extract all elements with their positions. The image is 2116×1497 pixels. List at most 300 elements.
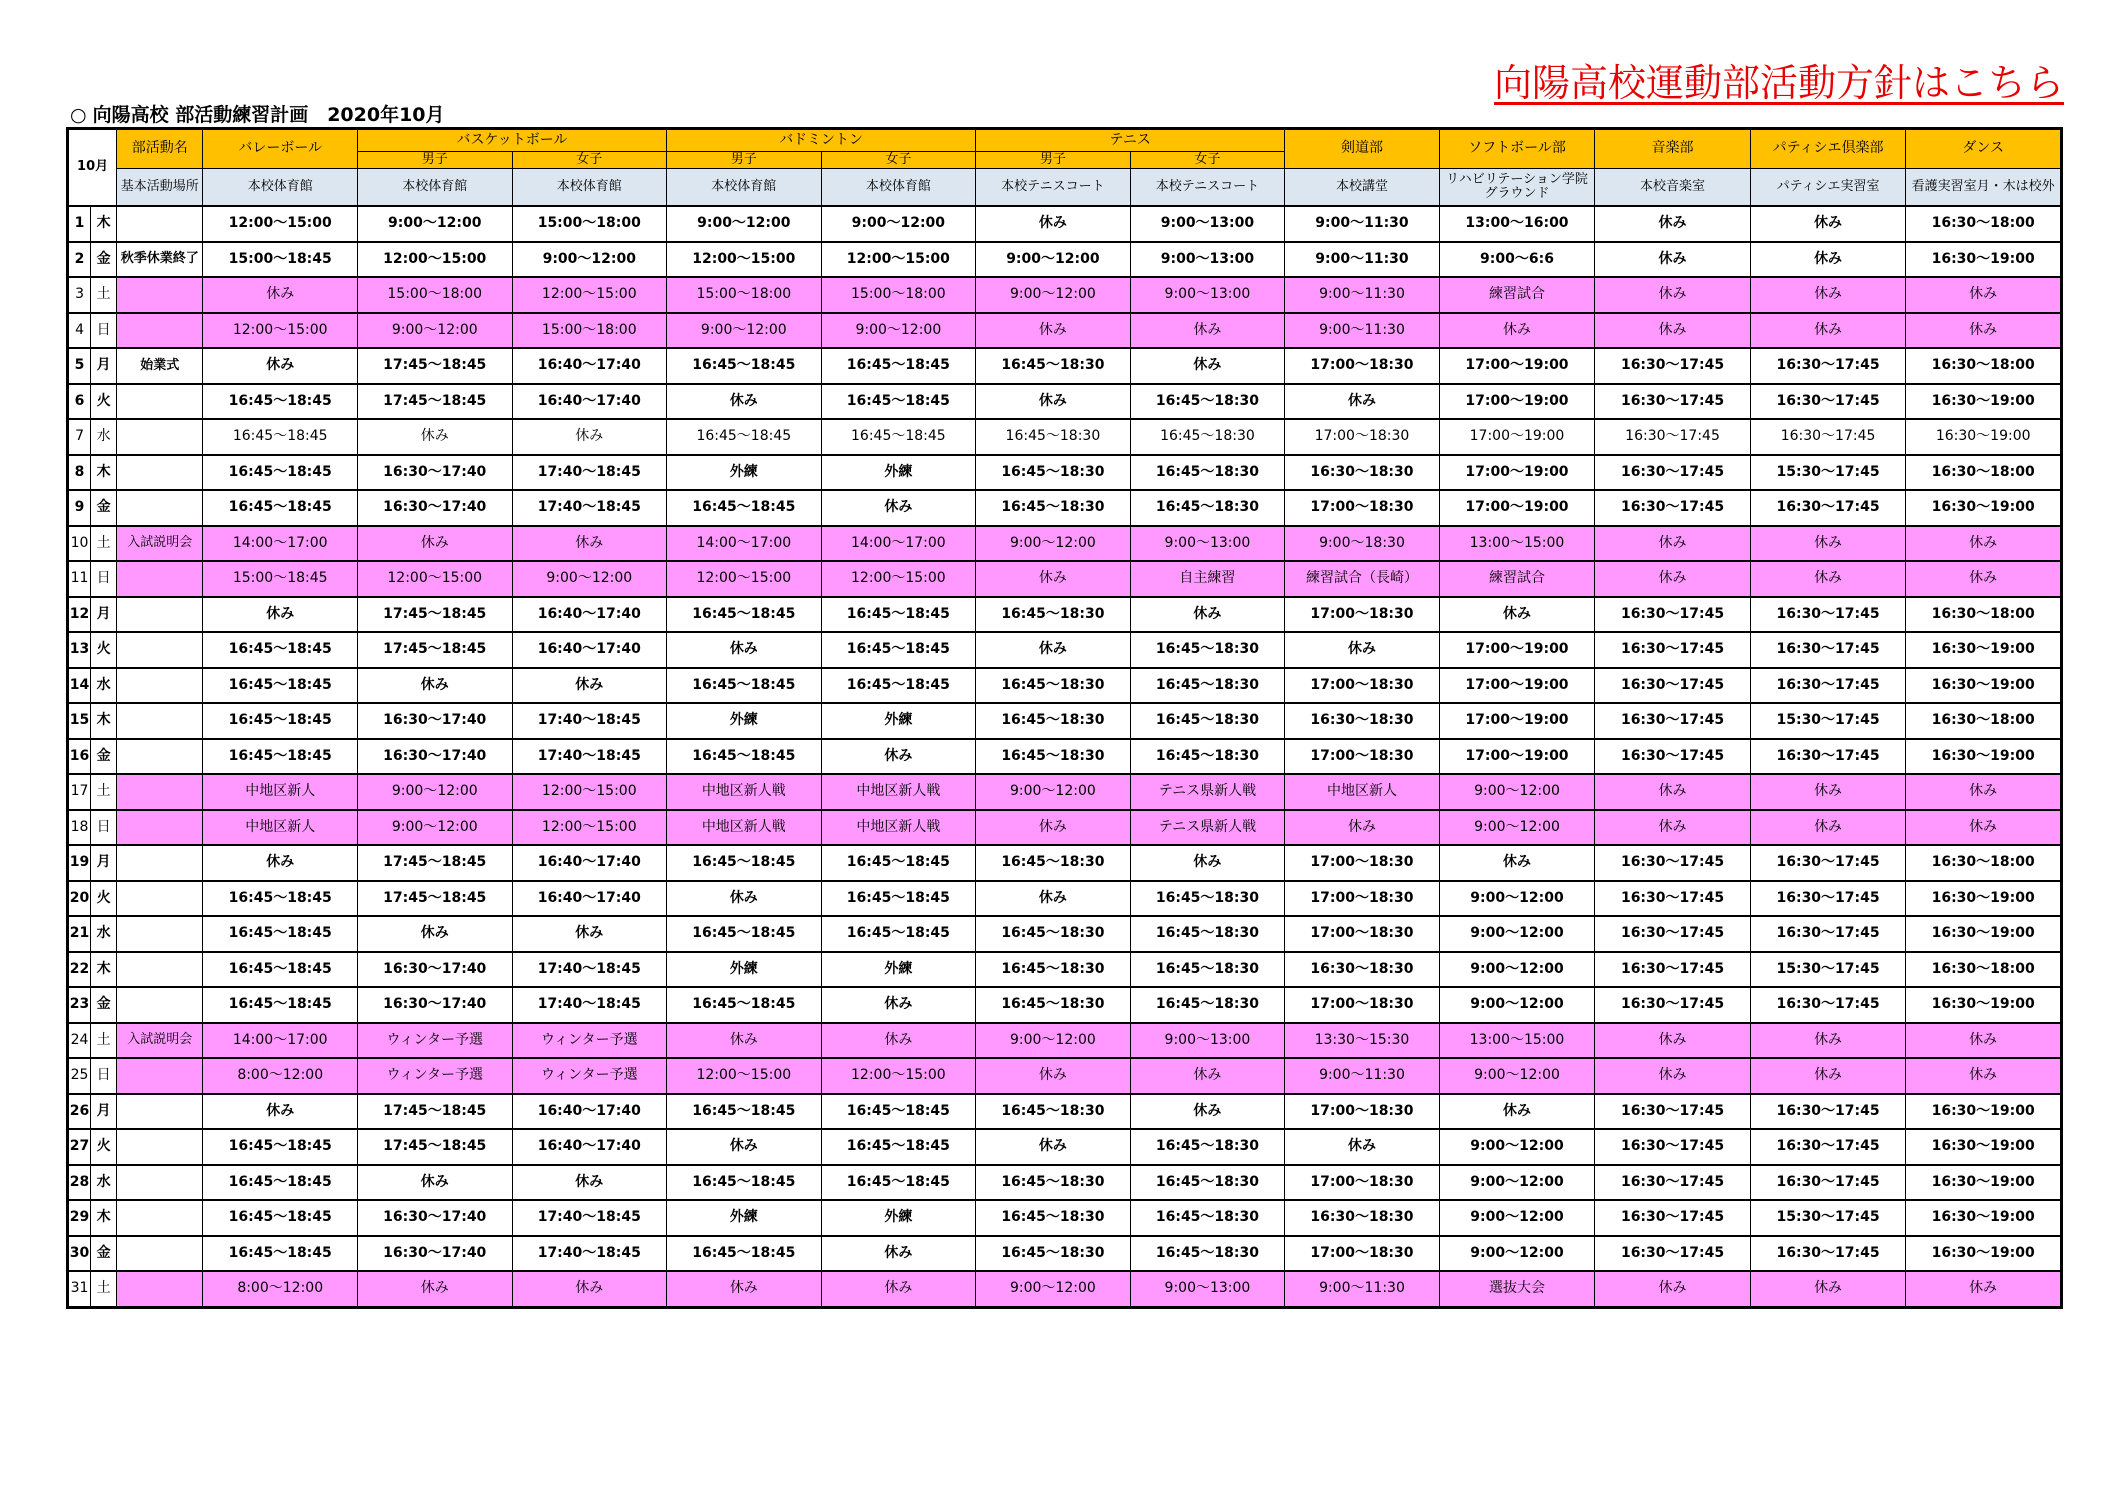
- schedule-basketball-male: 9:00～12:00: [357, 313, 512, 349]
- schedule-badminton-male: 中地区新人戦: [667, 774, 822, 810]
- schedule-patissier: 15:30～17:45: [1750, 1200, 1906, 1236]
- schedule-basketball-male: 休み: [357, 1165, 512, 1201]
- club-name-label: 部活動名: [117, 129, 203, 169]
- schedule-tennis-male: 休み: [976, 1058, 1131, 1094]
- day-of-week: 木: [91, 703, 117, 739]
- day-of-week: 土: [91, 1271, 117, 1307]
- schedule-patissier: 15:30～17:45: [1750, 455, 1906, 491]
- schedule-basketball-female: 12:00～15:00: [512, 277, 667, 313]
- schedule-badminton-female: 16:45～18:45: [821, 1094, 976, 1130]
- schedule-patissier: 15:30～17:45: [1750, 952, 1906, 988]
- schedule-basketball-female: 17:40～18:45: [512, 1236, 667, 1272]
- schedule-volleyball: 16:45～18:45: [203, 1165, 358, 1201]
- schedule-badminton-female: 15:00～18:00: [821, 277, 976, 313]
- schedule-badminton-male: 12:00～15:00: [667, 1058, 822, 1094]
- day-of-week: 水: [91, 668, 117, 704]
- schedule-badminton-female: 16:45～18:45: [821, 384, 976, 420]
- day-number: 22: [68, 952, 91, 988]
- day-of-week: 日: [91, 1058, 117, 1094]
- schedule-basketball-male: 休み: [357, 1271, 512, 1307]
- tennis-female-label: 女子: [1130, 152, 1285, 169]
- schedule-basketball-female: 16:40～17:40: [512, 1094, 667, 1130]
- day-number: 23: [68, 987, 91, 1023]
- schedule-basketball-female: 9:00～12:00: [512, 561, 667, 597]
- day-event: [117, 1200, 203, 1236]
- schedule-kendo: 17:00～18:30: [1285, 916, 1440, 952]
- schedule-dance: 16:30～19:00: [1906, 916, 2062, 952]
- schedule-music: 休み: [1595, 277, 1751, 313]
- day-row: [68, 490, 2062, 526]
- schedule-kendo: 16:30～18:30: [1285, 455, 1440, 491]
- schedule-tennis-female: 16:45～18:30: [1130, 632, 1285, 668]
- day-number: 20: [68, 881, 91, 917]
- schedule-badminton-male: 休み: [667, 1023, 822, 1059]
- schedule-music: 16:30～17:45: [1595, 845, 1751, 881]
- venue-kendo: 本校講堂: [1285, 169, 1440, 207]
- day-of-week: 火: [91, 384, 117, 420]
- schedule-patissier: 16:30～17:45: [1750, 348, 1906, 384]
- schedule-softball: 17:00～19:00: [1439, 490, 1595, 526]
- schedule-kendo: 13:30～15:30: [1285, 1023, 1440, 1059]
- schedule-patissier: 16:30～17:45: [1750, 490, 1906, 526]
- badminton-female-label: 女子: [821, 152, 976, 169]
- schedule-tennis-male: 16:45～18:30: [976, 916, 1131, 952]
- schedule-basketball-female: 15:00～18:00: [512, 313, 667, 349]
- venue-label: 基本活動場所: [117, 169, 203, 207]
- schedule-dance: 16:30～19:00: [1906, 1129, 2062, 1165]
- schedule-badminton-female: 12:00～15:00: [821, 1058, 976, 1094]
- day-number: 25: [68, 1058, 91, 1094]
- schedule-basketball-female: 17:40～18:45: [512, 490, 667, 526]
- schedule-volleyball: 16:45～18:45: [203, 632, 358, 668]
- day-event: [117, 952, 203, 988]
- schedule-badminton-male: 休み: [667, 632, 822, 668]
- schedule-music: 休み: [1595, 1058, 1751, 1094]
- day-event: [117, 597, 203, 633]
- schedule-volleyball: 12:00～15:00: [203, 206, 358, 242]
- day-of-week: 日: [91, 313, 117, 349]
- day-number: 12: [68, 597, 91, 633]
- schedule-basketball-female: 休み: [512, 668, 667, 704]
- schedule-volleyball: 中地区新人: [203, 774, 358, 810]
- day-number: 2: [68, 242, 91, 278]
- day-of-week: 木: [91, 206, 117, 242]
- schedule-music: 16:30～17:45: [1595, 419, 1751, 455]
- schedule-volleyball: 休み: [203, 845, 358, 881]
- schedule-badminton-male: 16:45～18:45: [667, 916, 822, 952]
- schedule-basketball-male: 17:45～18:45: [357, 881, 512, 917]
- schedule-tennis-female: 16:45～18:30: [1130, 881, 1285, 917]
- schedule-dance: 休み: [1906, 526, 2062, 562]
- schedule-softball: 17:00～19:00: [1439, 419, 1595, 455]
- schedule-basketball-female: ウィンター予選: [512, 1023, 667, 1059]
- day-event: [117, 916, 203, 952]
- day-number: 8: [68, 455, 91, 491]
- day-number: 16: [68, 739, 91, 775]
- schedule-volleyball: 中地区新人: [203, 810, 358, 846]
- schedule-tennis-male: 9:00～12:00: [976, 526, 1131, 562]
- schedule-music: 16:30～17:45: [1595, 952, 1751, 988]
- basketball-female-label: 女子: [512, 152, 667, 169]
- venue-patissier: パティシエ実習室: [1750, 169, 1906, 207]
- schedule-basketball-female: 17:40～18:45: [512, 952, 667, 988]
- schedule-basketball-male: 16:30～17:40: [357, 455, 512, 491]
- schedule-basketball-female: 12:00～15:00: [512, 774, 667, 810]
- schedule-badminton-female: 休み: [821, 490, 976, 526]
- schedule-basketball-male: 17:45～18:45: [357, 1129, 512, 1165]
- schedule-dance: 16:30～18:00: [1906, 952, 2062, 988]
- day-row: [68, 881, 2062, 917]
- schedule-badminton-female: 休み: [821, 987, 976, 1023]
- schedule-kendo: 17:00～18:30: [1285, 739, 1440, 775]
- day-row: [68, 845, 2062, 881]
- club-badminton: バドミントン: [667, 129, 976, 152]
- schedule-badminton-female: 16:45～18:45: [821, 1129, 976, 1165]
- schedule-volleyball: 8:00～12:00: [203, 1271, 358, 1307]
- day-of-week: 金: [91, 739, 117, 775]
- schedule-dance: 16:30～19:00: [1906, 1094, 2062, 1130]
- schedule-volleyball: 16:45～18:45: [203, 952, 358, 988]
- schedule-music: 休み: [1595, 810, 1751, 846]
- schedule-tennis-male: 休み: [976, 206, 1131, 242]
- schedule-patissier: 16:30～17:45: [1750, 632, 1906, 668]
- schedule-basketball-male: 休み: [357, 668, 512, 704]
- schedule-tennis-female: テニス県新人戦: [1130, 810, 1285, 846]
- day-number: 13: [68, 632, 91, 668]
- schedule-tennis-male: 16:45～18:30: [976, 455, 1131, 491]
- schedule-patissier: 休み: [1750, 242, 1906, 278]
- schedule-kendo: 17:00～18:30: [1285, 845, 1440, 881]
- schedule-badminton-female: 12:00～15:00: [821, 561, 976, 597]
- club-volleyball: バレーボール: [203, 129, 358, 169]
- day-of-week: 火: [91, 881, 117, 917]
- day-of-week: 月: [91, 845, 117, 881]
- schedule-dance: 16:30～19:00: [1906, 987, 2062, 1023]
- venue-softball: リハビリテーション学院グラウンド: [1439, 169, 1595, 207]
- schedule-music: 休み: [1595, 526, 1751, 562]
- day-row: [68, 1129, 2062, 1165]
- schedule-basketball-male: 12:00～15:00: [357, 242, 512, 278]
- schedule-badminton-female: 外練: [821, 1200, 976, 1236]
- schedule-softball: 17:00～19:00: [1439, 668, 1595, 704]
- day-row: [68, 1236, 2062, 1272]
- month-cell: 10月: [68, 129, 117, 207]
- schedule-music: 16:30～17:45: [1595, 1094, 1751, 1130]
- schedule-tennis-male: 16:45～18:30: [976, 1165, 1131, 1201]
- schedule-basketball-male: 休み: [357, 419, 512, 455]
- schedule-kendo: 9:00～11:30: [1285, 313, 1440, 349]
- day-row: [68, 419, 2062, 455]
- schedule-softball: 9:00～12:00: [1439, 1165, 1595, 1201]
- schedule-basketball-female: 16:40～17:40: [512, 632, 667, 668]
- schedule-basketball-female: 休み: [512, 419, 667, 455]
- schedule-dance: 16:30～19:00: [1906, 384, 2062, 420]
- day-event: [117, 810, 203, 846]
- schedule-volleyball: 16:45～18:45: [203, 1236, 358, 1272]
- day-number: 19: [68, 845, 91, 881]
- schedule-basketball-male: 9:00～12:00: [357, 206, 512, 242]
- schedule-dance: 16:30～19:00: [1906, 881, 2062, 917]
- schedule-tennis-female: 休み: [1130, 1058, 1285, 1094]
- schedule-kendo: 17:00～18:30: [1285, 1236, 1440, 1272]
- schedule-basketball-male: 17:45～18:45: [357, 845, 512, 881]
- schedule-badminton-female: 16:45～18:45: [821, 419, 976, 455]
- schedule-dance: 16:30～18:00: [1906, 348, 2062, 384]
- schedule-volleyball: 休み: [203, 597, 358, 633]
- schedule-badminton-male: 9:00～12:00: [667, 313, 822, 349]
- schedule-softball: 9:00～12:00: [1439, 1129, 1595, 1165]
- schedule-basketball-female: 16:40～17:40: [512, 845, 667, 881]
- schedule-badminton-female: 12:00～15:00: [821, 242, 976, 278]
- schedule-badminton-female: 16:45～18:45: [821, 597, 976, 633]
- schedule-music: 16:30～17:45: [1595, 881, 1751, 917]
- schedule-badminton-female: 16:45～18:45: [821, 668, 976, 704]
- schedule-basketball-male: 16:30～17:40: [357, 703, 512, 739]
- schedule-tennis-female: 9:00～13:00: [1130, 526, 1285, 562]
- day-number: 9: [68, 490, 91, 526]
- schedule-badminton-male: 休み: [667, 384, 822, 420]
- day-row: [68, 277, 2062, 313]
- schedule-patissier: 16:30～17:45: [1750, 384, 1906, 420]
- schedule-volleyball: 16:45～18:45: [203, 490, 358, 526]
- schedule-tennis-male: 16:45～18:30: [976, 490, 1131, 526]
- schedule-basketball-female: 休み: [512, 916, 667, 952]
- day-row: [68, 206, 2062, 242]
- schedule-volleyball: 15:00～18:45: [203, 242, 358, 278]
- schedule-basketball-male: 17:45～18:45: [357, 348, 512, 384]
- schedule-kendo: 9:00～11:30: [1285, 242, 1440, 278]
- schedule-tennis-male: 休み: [976, 1129, 1131, 1165]
- schedule-kendo: 休み: [1285, 1129, 1440, 1165]
- day-of-week: 金: [91, 490, 117, 526]
- schedule-tennis-female: テニス県新人戦: [1130, 774, 1285, 810]
- schedule-tennis-female: 16:45～18:30: [1130, 455, 1285, 491]
- schedule-patissier: 休み: [1750, 1023, 1906, 1059]
- schedule-kendo: 9:00～11:30: [1285, 277, 1440, 313]
- schedule-patissier: 15:30～17:45: [1750, 703, 1906, 739]
- schedule-basketball-male: 9:00～12:00: [357, 810, 512, 846]
- venue-badminton-female: 本校体育館: [821, 169, 976, 207]
- day-of-week: 木: [91, 455, 117, 491]
- day-event: [117, 668, 203, 704]
- day-event: [117, 881, 203, 917]
- schedule-patissier: 休み: [1750, 526, 1906, 562]
- schedule-badminton-female: 休み: [821, 1236, 976, 1272]
- schedule-tennis-male: 休み: [976, 810, 1131, 846]
- schedule-tennis-male: 16:45～18:30: [976, 739, 1131, 775]
- schedule-basketball-male: 12:00～15:00: [357, 561, 512, 597]
- schedule-kendo: 練習試合（長崎）: [1285, 561, 1440, 597]
- schedule-dance: 休み: [1906, 313, 2062, 349]
- schedule-softball: 9:00～12:00: [1439, 810, 1595, 846]
- schedule-patissier: 休み: [1750, 277, 1906, 313]
- schedule-badminton-male: 外練: [667, 703, 822, 739]
- schedule-kendo: 17:00～18:30: [1285, 490, 1440, 526]
- day-event: [117, 490, 203, 526]
- schedule-volleyball: 16:45～18:45: [203, 739, 358, 775]
- schedule-tennis-female: 休み: [1130, 348, 1285, 384]
- day-of-week: 火: [91, 632, 117, 668]
- schedule-badminton-female: 外練: [821, 703, 976, 739]
- day-of-week: 水: [91, 1165, 117, 1201]
- schedule-softball: 休み: [1439, 597, 1595, 633]
- schedule-tennis-male: 16:45～18:30: [976, 668, 1131, 704]
- schedule-dance: 16:30～19:00: [1906, 668, 2062, 704]
- schedule-badminton-female: 中地区新人戦: [821, 774, 976, 810]
- day-event: 入試説明会: [117, 1023, 203, 1059]
- schedule-dance: 休み: [1906, 277, 2062, 313]
- schedule-patissier: 16:30～17:45: [1750, 739, 1906, 775]
- tennis-male-label: 男子: [976, 152, 1131, 169]
- schedule-kendo: 17:00～18:30: [1285, 1165, 1440, 1201]
- schedule-kendo: 17:00～18:30: [1285, 419, 1440, 455]
- day-event: [117, 313, 203, 349]
- schedule-badminton-male: 休み: [667, 1271, 822, 1307]
- schedule-badminton-female: 休み: [821, 1271, 976, 1307]
- day-number: 26: [68, 1094, 91, 1130]
- day-number: 10: [68, 526, 91, 562]
- day-event: [117, 987, 203, 1023]
- day-of-week: 月: [91, 348, 117, 384]
- schedule-patissier: 休み: [1750, 1058, 1906, 1094]
- day-row: [68, 668, 2062, 704]
- day-event: [117, 1165, 203, 1201]
- venue-basketball-female: 本校体育館: [512, 169, 667, 207]
- schedule-basketball-female: ウィンター予選: [512, 1058, 667, 1094]
- day-number: 18: [68, 810, 91, 846]
- schedule-dance: 休み: [1906, 1023, 2062, 1059]
- schedule-basketball-female: 9:00～12:00: [512, 242, 667, 278]
- day-number: 24: [68, 1023, 91, 1059]
- schedule-patissier: 16:30～17:45: [1750, 1236, 1906, 1272]
- schedule-basketball-female: 16:40～17:40: [512, 1129, 667, 1165]
- schedule-softball: 17:00～19:00: [1439, 384, 1595, 420]
- schedule-badminton-male: 16:45～18:45: [667, 1165, 822, 1201]
- schedule-softball: 17:00～19:00: [1439, 632, 1595, 668]
- schedule-dance: 休み: [1906, 561, 2062, 597]
- schedule-volleyball: 16:45～18:45: [203, 1200, 358, 1236]
- schedule-patissier: 休み: [1750, 774, 1906, 810]
- schedule-tennis-male: 16:45～18:30: [976, 703, 1131, 739]
- schedule-badminton-male: 外練: [667, 455, 822, 491]
- schedule-tennis-female: 9:00～13:00: [1130, 1023, 1285, 1059]
- day-row: [68, 455, 2062, 491]
- schedule-badminton-female: 16:45～18:45: [821, 632, 976, 668]
- schedule-softball: 9:00～12:00: [1439, 1236, 1595, 1272]
- schedule-tennis-female: 16:45～18:30: [1130, 987, 1285, 1023]
- day-number: 28: [68, 1165, 91, 1201]
- schedule-badminton-male: 外練: [667, 952, 822, 988]
- schedule-badminton-male: 16:45～18:45: [667, 1236, 822, 1272]
- schedule-tennis-female: 9:00～13:00: [1130, 1271, 1285, 1307]
- schedule-badminton-male: 16:45～18:45: [667, 348, 822, 384]
- schedule-badminton-female: 休み: [821, 739, 976, 775]
- schedule-badminton-male: 16:45～18:45: [667, 739, 822, 775]
- schedule-softball: 休み: [1439, 1094, 1595, 1130]
- schedule-badminton-female: 16:45～18:45: [821, 916, 976, 952]
- circle-bullet-icon: ○: [70, 104, 87, 126]
- schedule-kendo: 休み: [1285, 384, 1440, 420]
- schedule-patissier: 16:30～17:45: [1750, 419, 1906, 455]
- schedule-tennis-female: 9:00～13:00: [1130, 242, 1285, 278]
- day-of-week: 土: [91, 277, 117, 313]
- day-event: [117, 1236, 203, 1272]
- schedule-volleyball: 16:45～18:45: [203, 987, 358, 1023]
- day-row: [68, 774, 2062, 810]
- schedule-patissier: 16:30～17:45: [1750, 1129, 1906, 1165]
- day-event: [117, 384, 203, 420]
- schedule-tennis-female: 16:45～18:30: [1130, 384, 1285, 420]
- schedule-music: 16:30～17:45: [1595, 703, 1751, 739]
- day-of-week: 水: [91, 419, 117, 455]
- day-row: [68, 348, 2062, 384]
- club-patissier: パティシエ倶楽部: [1750, 129, 1906, 169]
- day-row: [68, 1023, 2062, 1059]
- day-of-week: 月: [91, 597, 117, 633]
- schedule-tennis-female: 休み: [1130, 845, 1285, 881]
- club-policy-link[interactable]: 向陽高校運動部活動方針はこちら: [1494, 61, 2065, 105]
- schedule-badminton-male: 休み: [667, 1129, 822, 1165]
- schedule-basketball-female: 休み: [512, 526, 667, 562]
- schedule-badminton-female: 9:00～12:00: [821, 206, 976, 242]
- schedule-basketball-male: 16:30～17:40: [357, 739, 512, 775]
- schedule-softball: 17:00～19:00: [1439, 739, 1595, 775]
- day-of-week: 木: [91, 952, 117, 988]
- day-number: 3: [68, 277, 91, 313]
- schedule-dance: 16:30～19:00: [1906, 739, 2062, 775]
- schedule-tennis-male: 9:00～12:00: [976, 242, 1131, 278]
- schedule-basketball-female: 17:40～18:45: [512, 987, 667, 1023]
- schedule-volleyball: 16:45～18:45: [203, 881, 358, 917]
- schedule-basketball-female: 16:40～17:40: [512, 384, 667, 420]
- schedule-dance: 休み: [1906, 1058, 2062, 1094]
- schedule-music: 休み: [1595, 242, 1751, 278]
- schedule-badminton-male: 16:45～18:45: [667, 845, 822, 881]
- day-event: [117, 739, 203, 775]
- schedule-badminton-female: 休み: [821, 1023, 976, 1059]
- schedule-volleyball: 16:45～18:45: [203, 703, 358, 739]
- schedule-kendo: 休み: [1285, 632, 1440, 668]
- day-row: [68, 1094, 2062, 1130]
- day-event: [117, 845, 203, 881]
- schedule-softball: 17:00～19:00: [1439, 455, 1595, 491]
- schedule-basketball-female: 休み: [512, 1165, 667, 1201]
- page-title-text: 向陽高校 部活動練習計画 2020年10月: [92, 104, 445, 126]
- schedule-patissier: 16:30～17:45: [1750, 1094, 1906, 1130]
- schedule-badminton-male: 16:45～18:45: [667, 419, 822, 455]
- schedule-patissier: 16:30～17:45: [1750, 987, 1906, 1023]
- schedule-tennis-male: 16:45～18:30: [976, 348, 1131, 384]
- club-music: 音楽部: [1595, 129, 1751, 169]
- schedule-softball: 9:00～12:00: [1439, 952, 1595, 988]
- schedule-basketball-male: ウィンター予選: [357, 1058, 512, 1094]
- schedule-badminton-female: 16:45～18:45: [821, 348, 976, 384]
- schedule-kendo: 17:00～18:30: [1285, 881, 1440, 917]
- schedule-music: 16:30～17:45: [1595, 739, 1751, 775]
- day-of-week: 水: [91, 916, 117, 952]
- schedule-basketball-male: 17:45～18:45: [357, 1094, 512, 1130]
- schedule-volleyball: 休み: [203, 348, 358, 384]
- schedule-softball: 17:00～19:00: [1439, 348, 1595, 384]
- club-header-row: [68, 129, 2062, 152]
- schedule-softball: 休み: [1439, 845, 1595, 881]
- schedule-volleyball: 15:00～18:45: [203, 561, 358, 597]
- schedule-tennis-male: 16:45～18:30: [976, 845, 1131, 881]
- venue-volleyball: 本校体育館: [203, 169, 358, 207]
- day-of-week: 土: [91, 774, 117, 810]
- schedule-dance: 休み: [1906, 774, 2062, 810]
- schedule-dance: 16:30～19:00: [1906, 242, 2062, 278]
